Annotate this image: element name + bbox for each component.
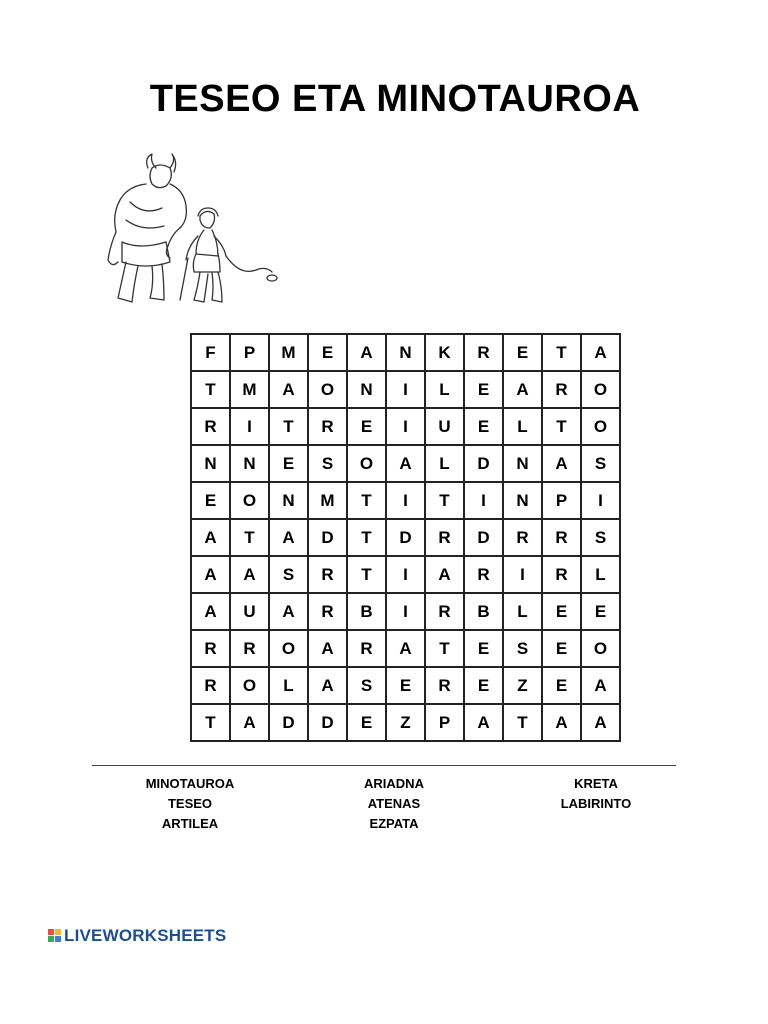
grid-cell[interactable]: O [347,445,386,482]
grid-cell[interactable]: B [464,593,503,630]
grid-cell[interactable]: L [503,408,542,445]
grid-row [191,445,620,482]
grid-row [191,371,620,408]
word-list-column-1 [120,774,260,834]
grid-cell[interactable]: I [386,371,425,408]
grid-cell[interactable]: Z [386,704,425,741]
grid-cell[interactable]: R [542,519,581,556]
grid-cell[interactable]: D [308,704,347,741]
grid-cell[interactable]: R [347,630,386,667]
grid-cell[interactable]: A [542,704,581,741]
grid-cell[interactable]: E [464,408,503,445]
word-list-item: ARTILEA [161,816,219,831]
word-list-column-2 [324,774,464,834]
grid-cell[interactable]: S [503,630,542,667]
grid-cell[interactable]: A [269,519,308,556]
grid-cell[interactable]: E [386,667,425,704]
grid-cell[interactable]: T [425,482,464,519]
grid-cell[interactable]: A [191,593,230,630]
grid-cell[interactable]: F [191,334,230,371]
grid-cell[interactable]: U [230,593,269,630]
grid-cell[interactable]: N [503,445,542,482]
grid-cell[interactable]: D [464,519,503,556]
grid-cell[interactable]: I [386,556,425,593]
word-search-grid [190,333,621,742]
grid-cell[interactable]: E [464,371,503,408]
grid-cell[interactable]: A [581,704,620,741]
grid-cell[interactable]: N [191,445,230,482]
brand-name: LIVEWORKSHEETS [64,926,227,945]
grid-cell[interactable]: I [230,408,269,445]
grid-cell[interactable]: E [464,630,503,667]
grid-cell[interactable]: T [347,482,386,519]
word-list-item: LABIRINTO [560,796,632,811]
grid-cell[interactable]: R [425,667,464,704]
grid-cell[interactable]: A [191,556,230,593]
grid-cell[interactable]: P [425,704,464,741]
grid-cell[interactable]: D [269,704,308,741]
grid-cell[interactable]: M [308,482,347,519]
grid-cell[interactable]: I [503,556,542,593]
grid-cell[interactable]: T [425,630,464,667]
grid-cell[interactable]: A [425,556,464,593]
grid-cell[interactable]: Z [503,667,542,704]
grid-row [191,334,620,371]
grid-cell[interactable]: E [308,334,347,371]
grid-row [191,704,620,741]
grid-cell[interactable]: O [230,667,269,704]
grid-cell[interactable]: A [542,445,581,482]
word-list-item: ARIADNA [364,776,424,791]
grid-cell[interactable]: A [230,556,269,593]
grid-cell[interactable]: E [347,408,386,445]
grid-cell[interactable]: N [503,482,542,519]
grid-cell[interactable]: T [191,704,230,741]
grid-row [191,630,620,667]
grid-cell[interactable]: K [425,334,464,371]
grid-cell[interactable]: A [386,630,425,667]
grid-cell[interactable]: T [347,519,386,556]
grid-cell[interactable]: O [581,408,620,445]
grid-cell[interactable]: A [308,667,347,704]
grid-cell[interactable]: D [464,445,503,482]
grid-cell[interactable]: E [542,667,581,704]
grid-row [191,408,620,445]
grid-cell[interactable]: D [308,519,347,556]
grid-cell[interactable]: T [347,556,386,593]
grid-cell[interactable]: A [347,334,386,371]
grid-cell[interactable]: T [503,704,542,741]
grid-cell[interactable]: P [542,482,581,519]
grid-cell[interactable]: O [230,482,269,519]
grid-cell[interactable]: B [347,593,386,630]
grid-cell[interactable]: L [425,371,464,408]
grid-cell[interactable]: T [542,334,581,371]
liveworksheets-brand [48,926,226,946]
grid-cell[interactable]: R [191,667,230,704]
grid-cell[interactable]: A [503,371,542,408]
grid-cell[interactable]: T [230,519,269,556]
grid-cell[interactable]: I [386,408,425,445]
grid-cell[interactable]: I [386,482,425,519]
grid-row [191,519,620,556]
grid-cell[interactable]: R [464,334,503,371]
grid-cell[interactable]: O [581,630,620,667]
word-list-item: MINOTAUROA [145,776,235,791]
grid-cell[interactable]: I [386,593,425,630]
grid-cell[interactable]: A [308,630,347,667]
grid-cell[interactable]: P [230,334,269,371]
grid-cell[interactable]: U [425,408,464,445]
grid-cell[interactable]: D [386,519,425,556]
grid-cell[interactable]: O [581,371,620,408]
grid-cell[interactable]: A [581,334,620,371]
grid-row [191,593,620,630]
grid-cell[interactable]: A [191,519,230,556]
grid-cell[interactable]: R [308,556,347,593]
grid-cell[interactable]: N [386,334,425,371]
grid-cell[interactable]: E [581,593,620,630]
grid-cell[interactable]: L [581,556,620,593]
grid-cell[interactable]: E [347,704,386,741]
grid-cell[interactable]: R [308,408,347,445]
grid-cell[interactable]: L [503,593,542,630]
grid-cell[interactable]: N [347,371,386,408]
grid-cell[interactable]: S [581,445,620,482]
page-title: TESEO ETA MINOTAUROA [149,78,641,120]
grid-cell[interactable]: O [269,630,308,667]
grid-cell[interactable]: T [269,408,308,445]
grid-cell[interactable]: R [230,630,269,667]
grid-row [191,667,620,704]
grid-cell[interactable]: I [581,482,620,519]
grid-cell[interactable]: R [425,593,464,630]
grid-cell[interactable]: I [464,482,503,519]
grid-cell[interactable]: L [269,667,308,704]
grid-cell[interactable]: A [464,704,503,741]
grid-cell[interactable]: T [542,408,581,445]
word-list-item: ATENAS [367,796,421,811]
grid-cell[interactable]: S [269,556,308,593]
grid-row [191,556,620,593]
grid-cell[interactable]: R [191,408,230,445]
grid-cell[interactable]: E [503,334,542,371]
grid-cell[interactable]: R [191,630,230,667]
grid-cell[interactable]: R [425,519,464,556]
grid-cell[interactable]: R [308,593,347,630]
grid-cell[interactable]: E [269,445,308,482]
grid-cell[interactable]: E [542,593,581,630]
grid-cell[interactable]: R [542,371,581,408]
grid-cell[interactable]: S [347,667,386,704]
grid-cell[interactable]: T [191,371,230,408]
grid-cell[interactable]: M [269,334,308,371]
grid-cell[interactable]: R [464,556,503,593]
grid-cell[interactable]: L [425,445,464,482]
minotaur-and-theseus-illustration [100,150,285,315]
grid-cell[interactable]: N [269,482,308,519]
grid-cell[interactable]: A [386,445,425,482]
grid-row [191,482,620,519]
grid-cell[interactable]: A [269,371,308,408]
grid-cell[interactable]: A [581,667,620,704]
word-list-item: TESEO [167,796,213,811]
grid-cell[interactable]: E [191,482,230,519]
grid-cell[interactable]: O [308,371,347,408]
grid-cell[interactable]: M [230,371,269,408]
divider [92,765,676,766]
word-list-column-3 [526,774,666,814]
grid-cell[interactable]: E [542,630,581,667]
grid-cell[interactable]: E [464,667,503,704]
grid-cell[interactable]: S [308,445,347,482]
liveworksheets-logo-icon [48,929,62,943]
grid-cell[interactable]: R [503,519,542,556]
word-list-item: KRETA [574,776,618,791]
grid-cell[interactable]: S [581,519,620,556]
grid-cell[interactable]: A [230,704,269,741]
grid-cell[interactable]: N [230,445,269,482]
grid-cell[interactable]: A [269,593,308,630]
word-list-item: EZPATA [369,816,419,831]
grid-cell[interactable]: R [542,556,581,593]
